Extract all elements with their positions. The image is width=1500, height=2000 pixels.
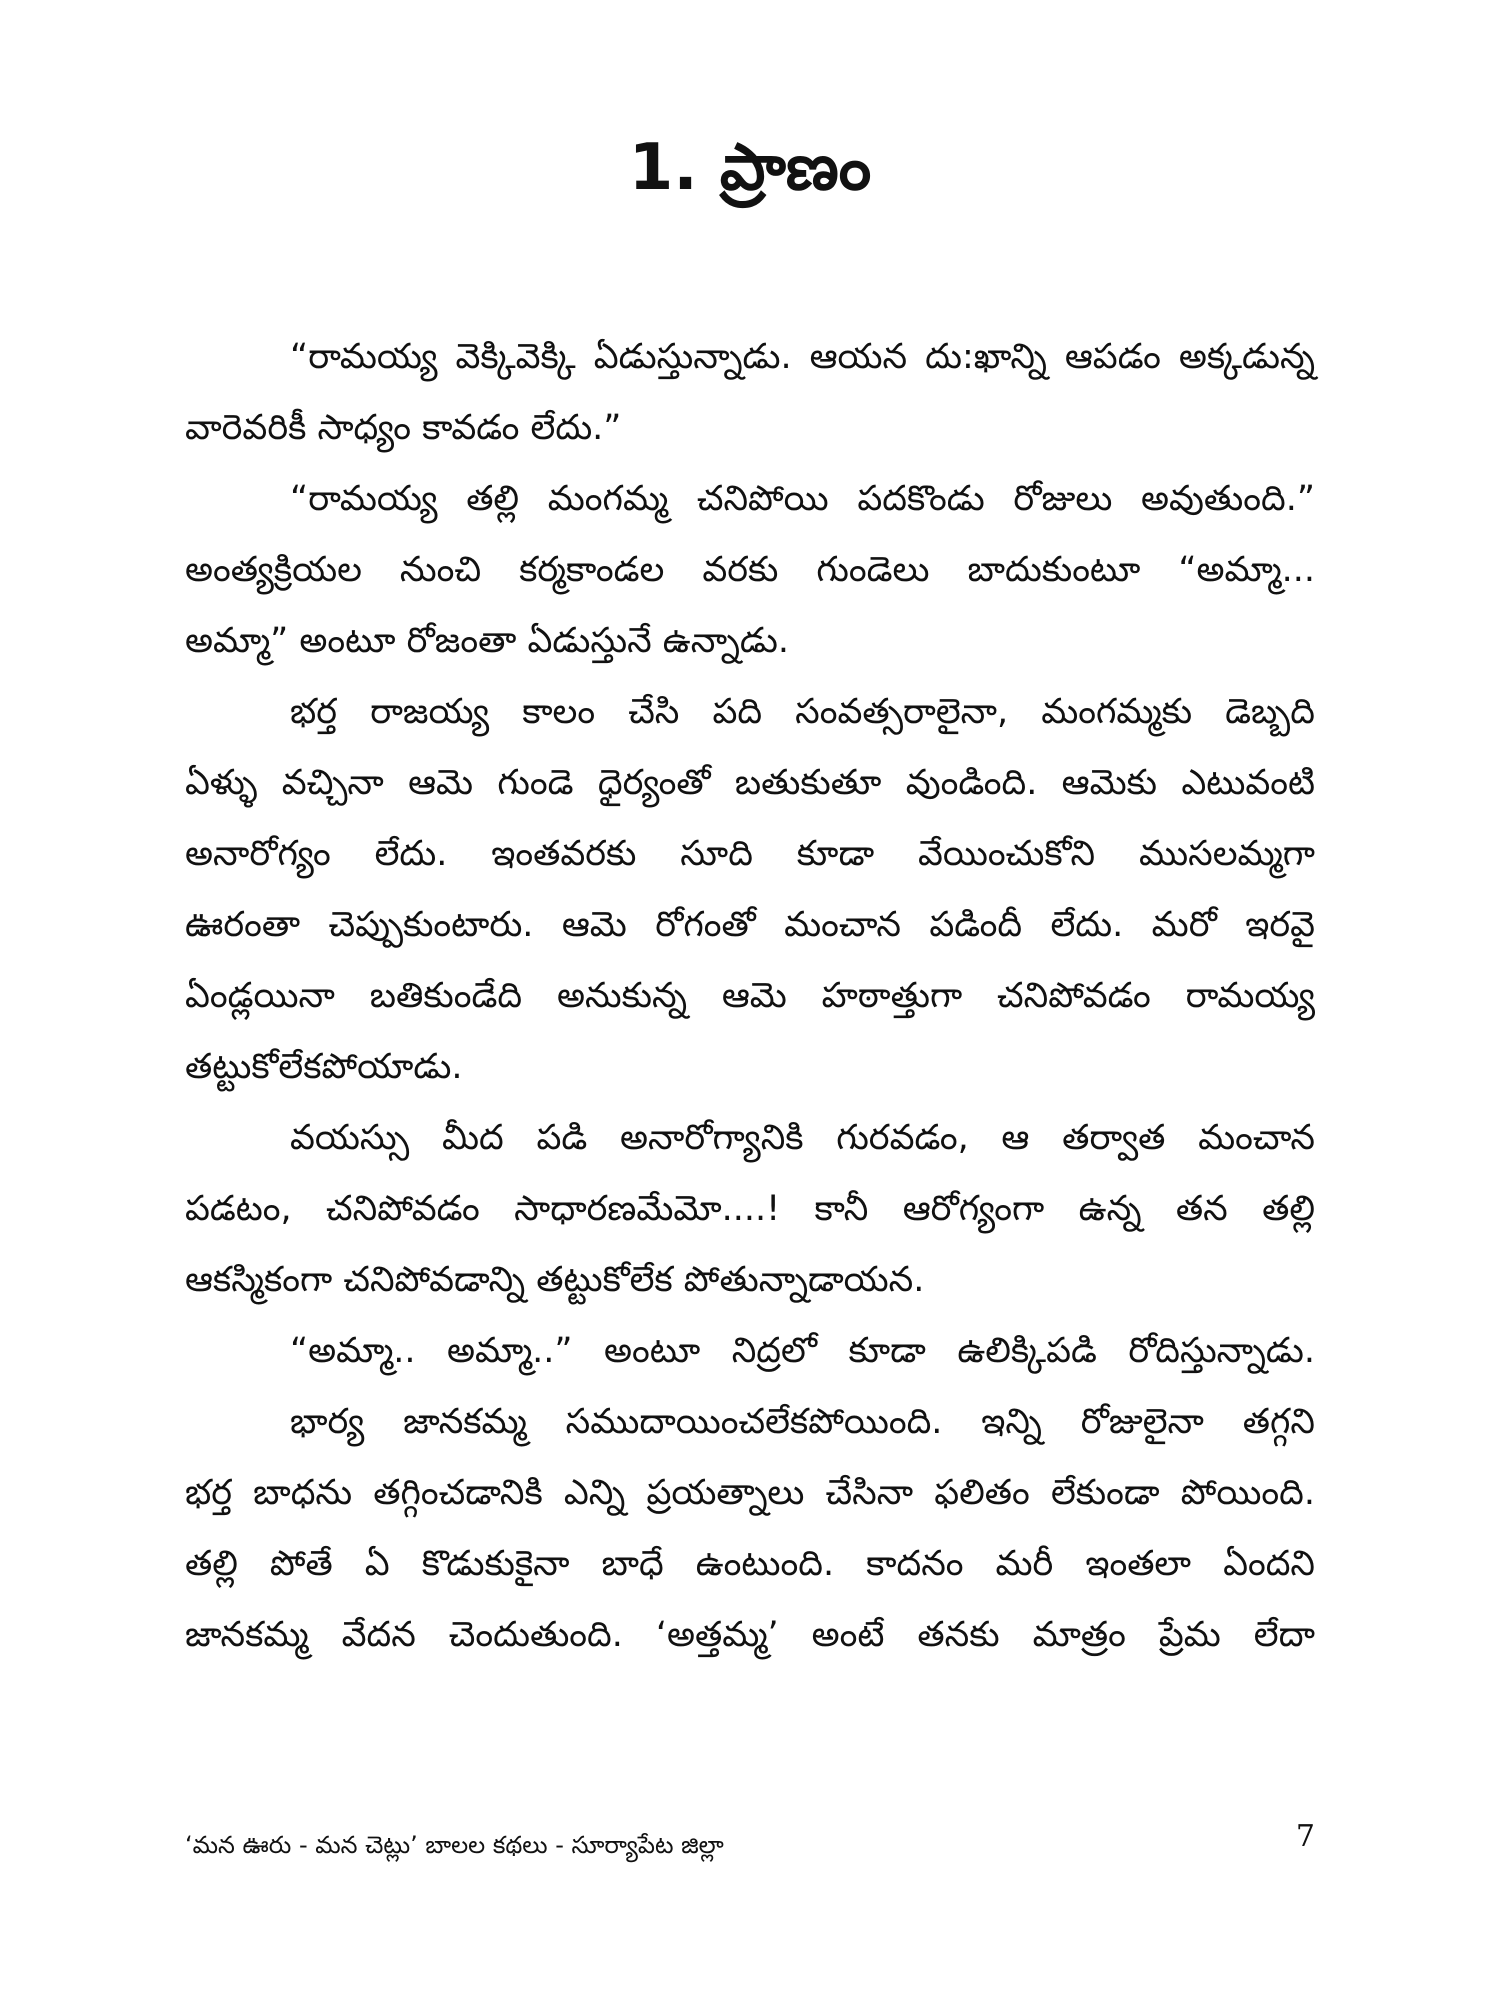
text-line: ఊరంతా చెప్పుకుంటారు. ఆమె రోగంతో మంచాన పడిందీ లేదు. మరో ఇరవై: [185, 905, 1315, 945]
text-line: తట్టుకోలేకపోయాడు.: [185, 1047, 463, 1087]
text-line: వయస్సు మీద పడి అనారోగ్యానికి గురవడం, ఆ తర్వాత మంచాన: [290, 1118, 1315, 1158]
footer-book-title: ‘మన ఊరు - మన చెట్లు’ బాలల కథలు - సూర్యాపేట జిల్లా: [185, 1831, 724, 1859]
text-line: భార్య జానకమ్మ సముదాయించలేకపోయింది. ఇన్ని రోజులైనా తగ్గని: [290, 1402, 1315, 1442]
text-line: “అమ్మా.. అమ్మా..” అంటూ నిద్రలో కూడా ఉలిక్కిపడి రోదిస్తున్నాడు.: [290, 1331, 1315, 1371]
text-line: “రామయ్య వెక్కివెక్కి ఏడుస్తున్నాడు. ఆయన దు:ఖాన్ని ఆపడం అక్కడున్న: [290, 337, 1315, 377]
text-line: అనారోగ్యం లేదు. ఇంతవరకు సూది కూడా వేయించుకోని ముసలమ్మగా: [185, 834, 1315, 874]
text-line: ఏండ్లయినా బతికుండేది అనుకున్న ఆమె హఠాత్తుగా చనిపోవడం రామయ్య: [185, 976, 1315, 1016]
text-line: పడటం, చనిపోవడం సాధారణమేమో....! కానీ ఆరోగ్యంగా ఉన్న తన తల్లి: [185, 1189, 1315, 1229]
text-line: ఏళ్ళు వచ్చినా ఆమె గుండె ధైర్యంతో బతుకుతూ వుండింది. ఆమెకు ఎటువంటి: [185, 763, 1315, 803]
chapter-title: 1. ప్రాణం: [628, 131, 872, 205]
text-line: అమ్మా” అంటూ రోజంతా ఏడుస్తునే ఉన్నాడు.: [185, 621, 790, 661]
page-number: 7: [1295, 1819, 1315, 1854]
text-line: జానకమ్మ వేదన చెందుతుంది. ‘అత్తమ్మ’ అంటే తనకు మాత్రం ప్రేమ లేదా: [185, 1615, 1315, 1655]
text-line: అంత్యక్రియల నుంచి కర్మకాండల వరకు గుండెలు బాదుకుంటూ “అమ్మా...: [185, 550, 1315, 590]
text-line: ఆకస్మికంగా చనిపోవడాన్ని తట్టుకోలేక పోతున్నాడాయన.: [185, 1260, 925, 1300]
text-line: “రామయ్య తల్లి మంగమ్మ చనిపోయి పదకొండు రోజులు అవుతుంది.”: [290, 479, 1315, 519]
story-body: [185, 322, 1315, 1671]
text-line: భర్త బాధను తగ్గించడానికి ఎన్ని ప్రయత్నాలు చేసినా ఫలితం లేకుండా పోయింది.: [185, 1473, 1315, 1513]
text-line: భర్త రాజయ్య కాలం చేసి పది సంవత్సరాలైనా, మంగమ్మకు డెబ్బది: [290, 692, 1315, 732]
text-line: తల్లి పోతే ఏ కొడుకుకైనా బాధే ఉంటుంది. కాదనం మరీ ఇంతలా ఏందని: [185, 1544, 1315, 1584]
text-line: వారెవరికీ సాధ్యం కావడం లేదు.”: [185, 408, 622, 448]
